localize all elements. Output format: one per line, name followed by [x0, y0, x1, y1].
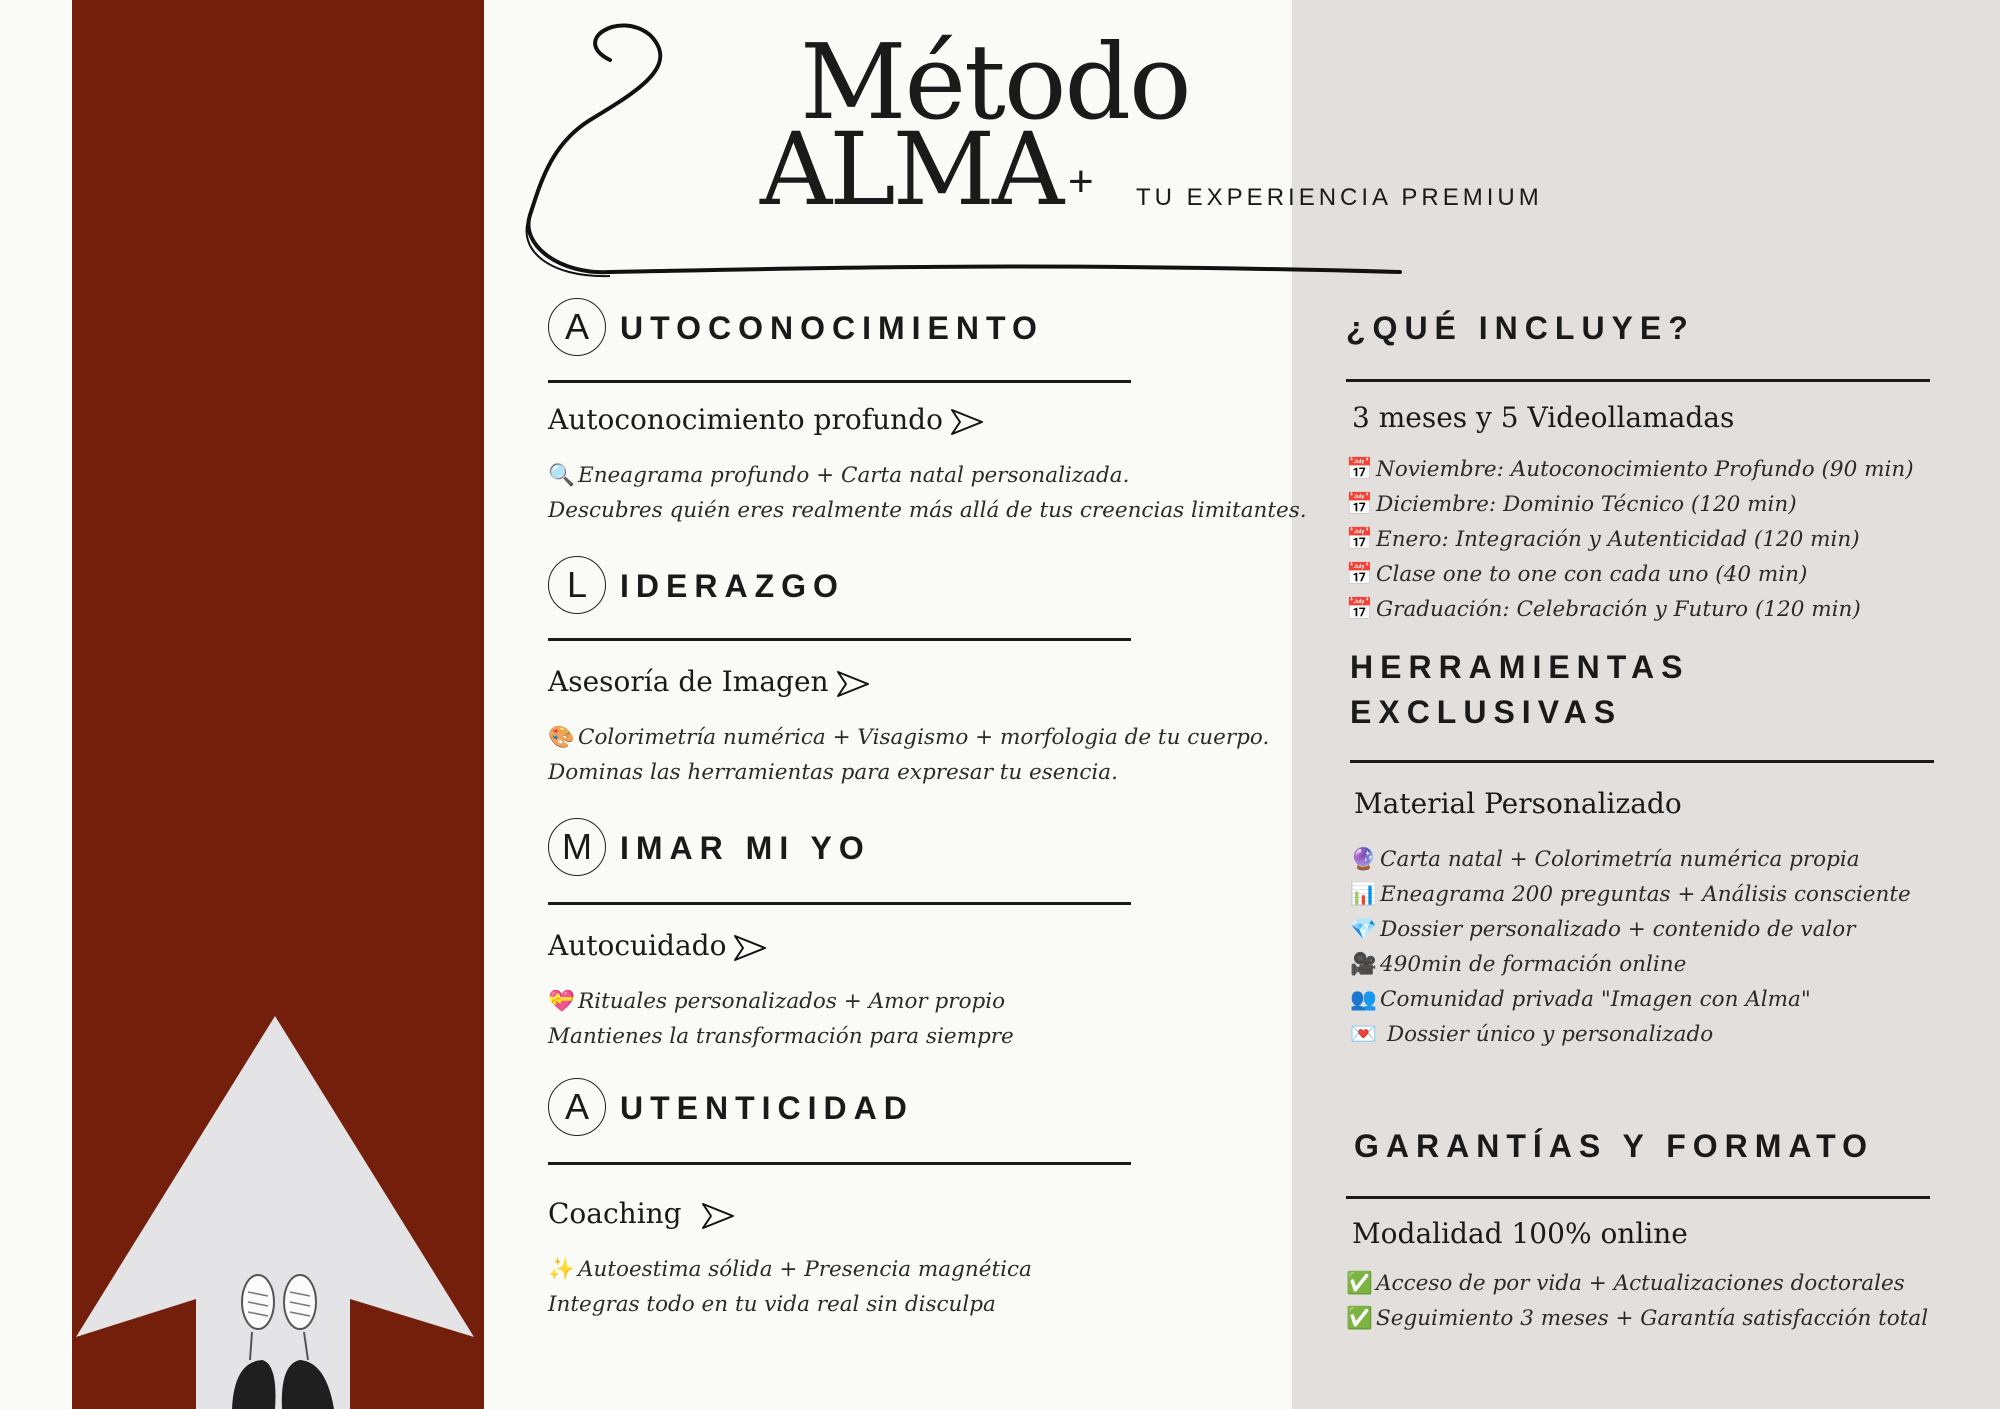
bar-chart-icon: 📊: [1350, 882, 1377, 907]
tools-subtitle: Material Personalizado: [1354, 787, 1682, 820]
title-metodo: Método: [800, 21, 1190, 143]
section-divider: [548, 1162, 1131, 1165]
guarantees-list: [1346, 1266, 1928, 1336]
send-arrow-icon: [700, 1201, 736, 1231]
list-item-text: Diciembre: Dominio Técnico (120 min): [1376, 492, 1797, 517]
list-item: [1350, 842, 1911, 877]
includes-list: [1346, 452, 1914, 627]
list-item-text: Clase one to one con cada uno (40 min): [1376, 562, 1808, 587]
list-item: [1350, 877, 1911, 912]
section-title-autoconocimiento: UTOCONOCIMIENTO: [620, 310, 1044, 346]
list-item-text: Acceso de por vida + Actualizaciones doctorales: [1376, 1271, 1905, 1296]
list-item-text: Graduación: Celebración y Futuro (120 min): [1376, 597, 1861, 622]
body-line: [548, 458, 1129, 493]
list-item: [1346, 487, 1914, 522]
section-divider: [1350, 760, 1934, 763]
body-line: [548, 720, 1269, 755]
page-margin: [0, 0, 72, 1409]
magnifier-icon: 🔍: [548, 463, 575, 488]
includes-title: ¿QUÉ INCLUYE?: [1346, 310, 1695, 346]
calendar-icon: 📅: [1346, 527, 1373, 552]
up-arrow-illustration: [72, 1010, 484, 1409]
tools-title: [1350, 645, 1689, 735]
body-line: Mantienes la transformación para siempre: [548, 1024, 1014, 1049]
palette-icon: 🎨: [548, 725, 575, 750]
includes-subtitle: 3 meses y 5 Videollamadas: [1352, 401, 1735, 434]
list-item-text: Dossier personalizado + contenido de valor: [1380, 917, 1856, 942]
section-title-autenticidad: UTENTICIDAD: [620, 1090, 914, 1126]
crystal-ball-icon: 🔮: [1350, 847, 1377, 872]
body-text: Rituales personalizados + Amor propio: [578, 989, 1006, 1014]
list-item: [1346, 1301, 1928, 1336]
title-alma: ALMA: [760, 111, 1062, 228]
calendar-icon: 📅: [1346, 597, 1373, 622]
list-item-text: Seguimiento 3 meses + Garantía satisfacción total: [1376, 1306, 1929, 1331]
body-text: Eneagrama profundo + Carta natal personalizada.: [578, 463, 1130, 488]
list-item: [1350, 1017, 1911, 1052]
check-icon: ✅: [1346, 1271, 1373, 1296]
section-divider: [1346, 379, 1930, 382]
guarantees-title: GARANTÍAS Y FORMATO: [1354, 1128, 1874, 1164]
gem-icon: 💎: [1350, 917, 1377, 942]
section-divider: [548, 638, 1131, 641]
section-letter-a2: A: [548, 1078, 606, 1136]
body-line: [548, 1252, 1032, 1287]
love-letter-icon: 💌: [1350, 1022, 1377, 1047]
list-item-text: Comunidad privada "Imagen con Alma": [1380, 987, 1811, 1012]
body-text: Colorimetría numérica + Visagismo + morfologia de tu cuerpo.: [578, 725, 1270, 750]
subhead-asesoria: [548, 665, 871, 699]
list-item-text: 490min de formación online: [1380, 952, 1687, 977]
section-divider: [548, 902, 1131, 905]
list-item: [1346, 522, 1914, 557]
list-item: [1346, 557, 1914, 592]
section-title-liderazgo: IDERAZGO: [620, 568, 845, 604]
people-icon: 👥: [1350, 987, 1377, 1012]
subhead-autoconocimiento: [548, 403, 985, 437]
calendar-icon: 📅: [1346, 457, 1373, 482]
body-line: Dominas las herramientas para expresar tu esencia.: [548, 760, 1118, 785]
section-divider: [548, 380, 1131, 383]
tagline: TU EXPERIENCIA PREMIUM: [1136, 184, 1543, 211]
guarantees-subtitle: Modalidad 100% online: [1352, 1217, 1688, 1250]
subhead-text: Coaching: [548, 1197, 682, 1230]
send-arrow-icon: [949, 407, 985, 437]
list-item-text: Dossier único y personalizado: [1380, 1022, 1714, 1047]
subhead-text: Autoconocimiento profundo: [548, 403, 943, 436]
list-item: [1346, 452, 1914, 487]
body-line: Integras todo en tu vida real sin disculpa: [548, 1292, 996, 1317]
body-line: [548, 984, 1005, 1019]
tools-title-line1: HERRAMIENTAS: [1350, 649, 1690, 685]
title-plus: +: [1068, 157, 1094, 206]
list-item: [1346, 592, 1914, 627]
send-arrow-icon: [835, 669, 871, 699]
send-arrow-icon: [732, 933, 768, 963]
list-item-text: Noviembre: Autoconocimiento Profundo (90 min): [1376, 457, 1914, 482]
subhead-text: Autocuidado: [548, 929, 727, 962]
subhead-coaching: [548, 1197, 736, 1231]
video-camera-icon: 🎥: [1350, 952, 1377, 977]
section-letter-a: A: [548, 298, 606, 356]
calendar-icon: 📅: [1346, 562, 1373, 587]
list-item-text: Eneagrama 200 preguntas + Análisis consciente: [1380, 882, 1911, 907]
tools-list: [1350, 842, 1911, 1052]
list-item: [1346, 1266, 1928, 1301]
list-item: [1350, 947, 1911, 982]
section-divider: [1346, 1196, 1930, 1199]
section-letter-m: M: [548, 818, 606, 876]
body-line: Descubres quién eres realmente más allá de tus creencias limitantes.: [548, 498, 1307, 523]
list-item: [1350, 982, 1911, 1017]
heart-gift-icon: 💝: [548, 989, 575, 1014]
list-item: [1350, 912, 1911, 947]
subhead-autocuidado: [548, 929, 768, 963]
section-letter-l: L: [548, 556, 606, 614]
section-title-mimar: IMAR MI YO: [620, 830, 871, 866]
tools-title-line2: EXCLUSIVAS: [1350, 694, 1623, 730]
sparkles-icon: ✨: [548, 1257, 575, 1282]
subhead-text: Asesoría de Imagen: [548, 665, 829, 698]
list-item-text: Carta natal + Colorimetría numérica propia: [1380, 847, 1860, 872]
calendar-icon: 📅: [1346, 492, 1373, 517]
list-item-text: Enero: Integración y Autenticidad (120 min): [1376, 527, 1860, 552]
check-icon: ✅: [1346, 1306, 1373, 1331]
body-text: Autoestima sólida + Presencia magnética: [578, 1257, 1032, 1282]
